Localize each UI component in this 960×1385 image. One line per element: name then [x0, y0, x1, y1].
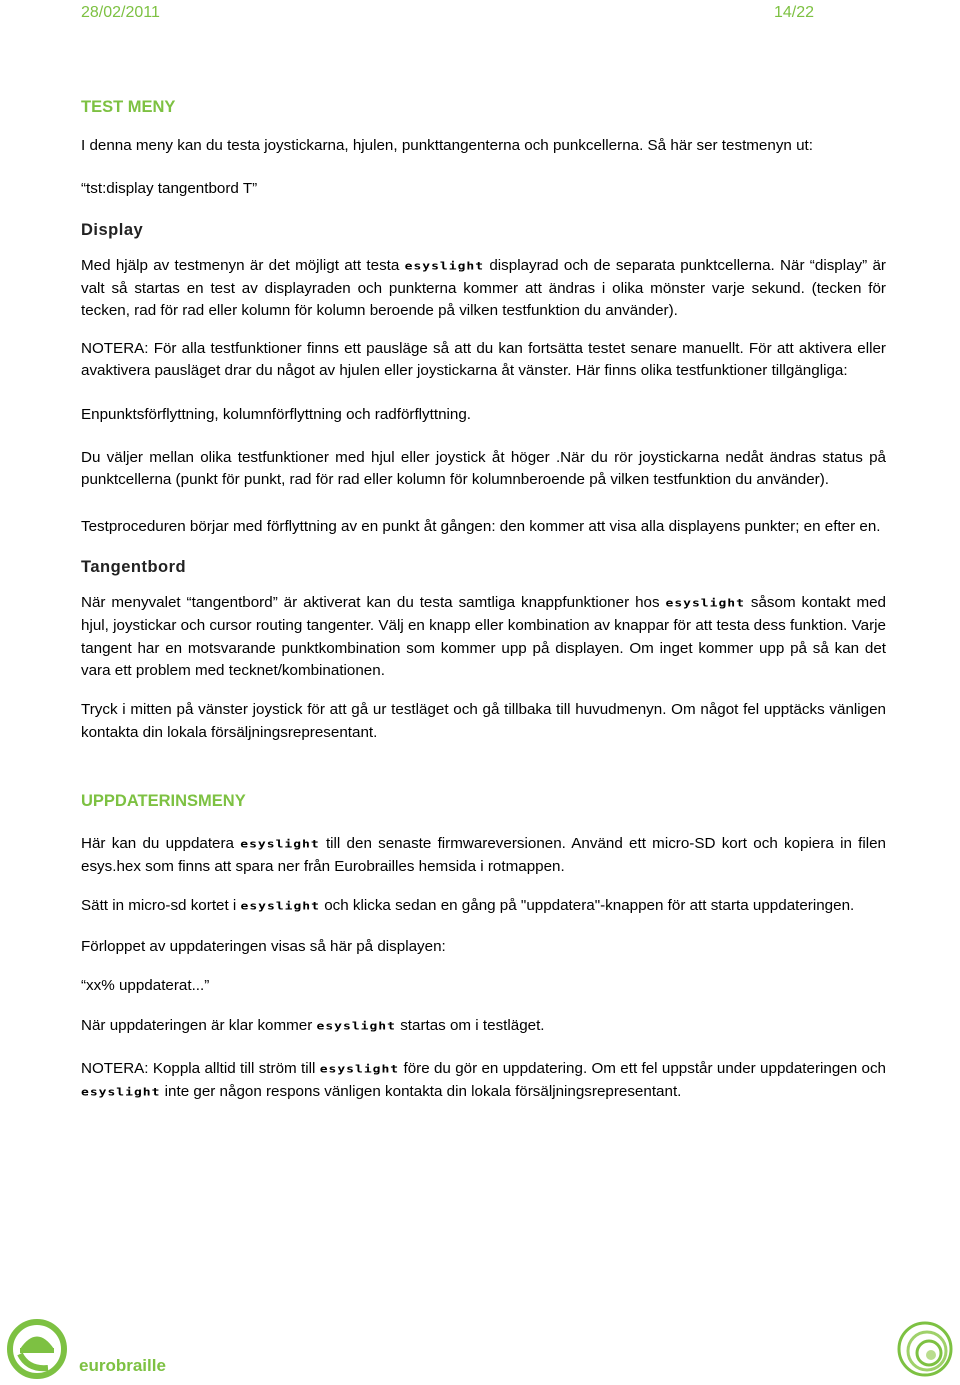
- display-paragraph-2: NOTERA: För alla testfunktioner finns ett pausläge så att du kan fortsätta testet senare manuellt. För att aktivera eller avaktivera pausläget drar du något av hjulen eller joystickarna åt vänster. Här finns olika testfunktioner tillgängliga:: [81, 339, 886, 380]
- update-progress-example: “xx% uppdaterat...”: [81, 977, 210, 995]
- test-menu-example: “tst:display tangentbord T”: [81, 179, 258, 197]
- display-paragraph-5: Testproceduren börjar med förflyttning av en punkt åt gången: den kommer att visa alla displayens punkter; en efter en.: [81, 517, 881, 535]
- logo-wordmark: eurobraille: [79, 1356, 166, 1375]
- section-title-test-menu: TEST MENY: [81, 98, 176, 116]
- brand-logo-text: esyslight: [319, 1063, 400, 1076]
- keyboard-paragraph-1: När menyvalet “tangentbord” är aktiverat kan du testa samtliga knappfunktioner hos esyslight såsom kontakt med hjul, joystickar och cursor routing tangenter. Välj en knapp eller kombination av knappar för att testa dess funktion. Varje tangent har en motsvarande punktkombination som kommer upp på displayen. Om inget kommer upp på så kan det vara ett problem med tecknet/kombinationen.: [81, 593, 887, 679]
- intro-paragraph: I denna meny kan du testa joystickarna, hjulen, punkttangenterna och punkcellerna. Så här ser testmenyn ut:: [81, 137, 813, 155]
- update-note-paragraph: NOTERA: Koppla alltid till ström till esyslight före du gör en uppdatering. Om ett fel uppstår under uppdateringen och esyslight inte ger någon respons vänligen kontakta din lokala försäljningsrepresentant.: [81, 1058, 886, 1105]
- display-paragraph-3: Enpunktsförflyttning, kolumnförflyttning och radförflyttning.: [81, 405, 472, 423]
- update-paragraph-5: När uppdateringen är klar kommer esyslight startas om i testläget.: [81, 1015, 886, 1038]
- subsection-title-display: Display: [81, 221, 144, 240]
- update-paragraph-1: Här kan du uppdatera esyslight till den senaste firmwareversionen. Använd ett micro-SD kort och kopiera in filen esys.hex som finns att spara ner från Eurobrailles hemsida i rotmappen.: [81, 834, 887, 875]
- update-paragraph-3: Förloppet av uppdateringen visas så här på displayen:: [81, 937, 446, 955]
- brand-logo-text: esyslight: [404, 260, 485, 273]
- brand-logo-text: esyslight: [81, 1087, 161, 1100]
- section-title-update-menu: UPPDATERINSMENY: [81, 792, 246, 811]
- brand-logo-text: esyslight: [240, 900, 320, 913]
- eurobraille-logo: [6, 1318, 181, 1380]
- header-page-number: 14/22: [773, 4, 814, 21]
- display-paragraph-4: Du väljer mellan olika testfunktioner med hjul eller joystick åt höger .När du rör joystickarna nedåt ändras status på punktcellerna (punkt för punkt, rad för rad eller kolumn för kolumnberoende på vilken testfunktion du använder).: [81, 449, 886, 489]
- subsection-title-keyboard: Tangentbord: [81, 558, 187, 577]
- display-paragraph-1: Med hjälp av testmenyn är det möjligt att testa esyslight displayrad och de separata punktcellerna. När “display” är valt så startas en test av displayraden och punkterna kommer att ändras i olika mönster varje sekund. (tecken för tecken, rad för rad eller kolumn för kolumn beroende på vilken testfunktion du använder).: [81, 256, 886, 320]
- keyboard-paragraph-2: Tryck i mitten på vänster joystick för att gå ur testläget och gå tillbaka till huvudmenyn. Om något fel upptäcks vänligen kontakta din lokala försäljningsrepresentant.: [81, 701, 886, 741]
- brand-logo-text: esyslight: [316, 1020, 396, 1033]
- update-paragraph-2: Sätt in micro-sd kortet i esyslight och klicka sedan en gång på "uppdatera"-knappen för att starta uppdateringen.: [81, 895, 886, 918]
- brand-logo-text: esyslight: [240, 838, 320, 851]
- header-date: 28/02/2011: [81, 4, 160, 21]
- brand-logo-text: esyslight: [665, 597, 745, 610]
- eurobraille-swirl-icon: [896, 1318, 954, 1380]
- document-body: [81, 96, 886, 1105]
